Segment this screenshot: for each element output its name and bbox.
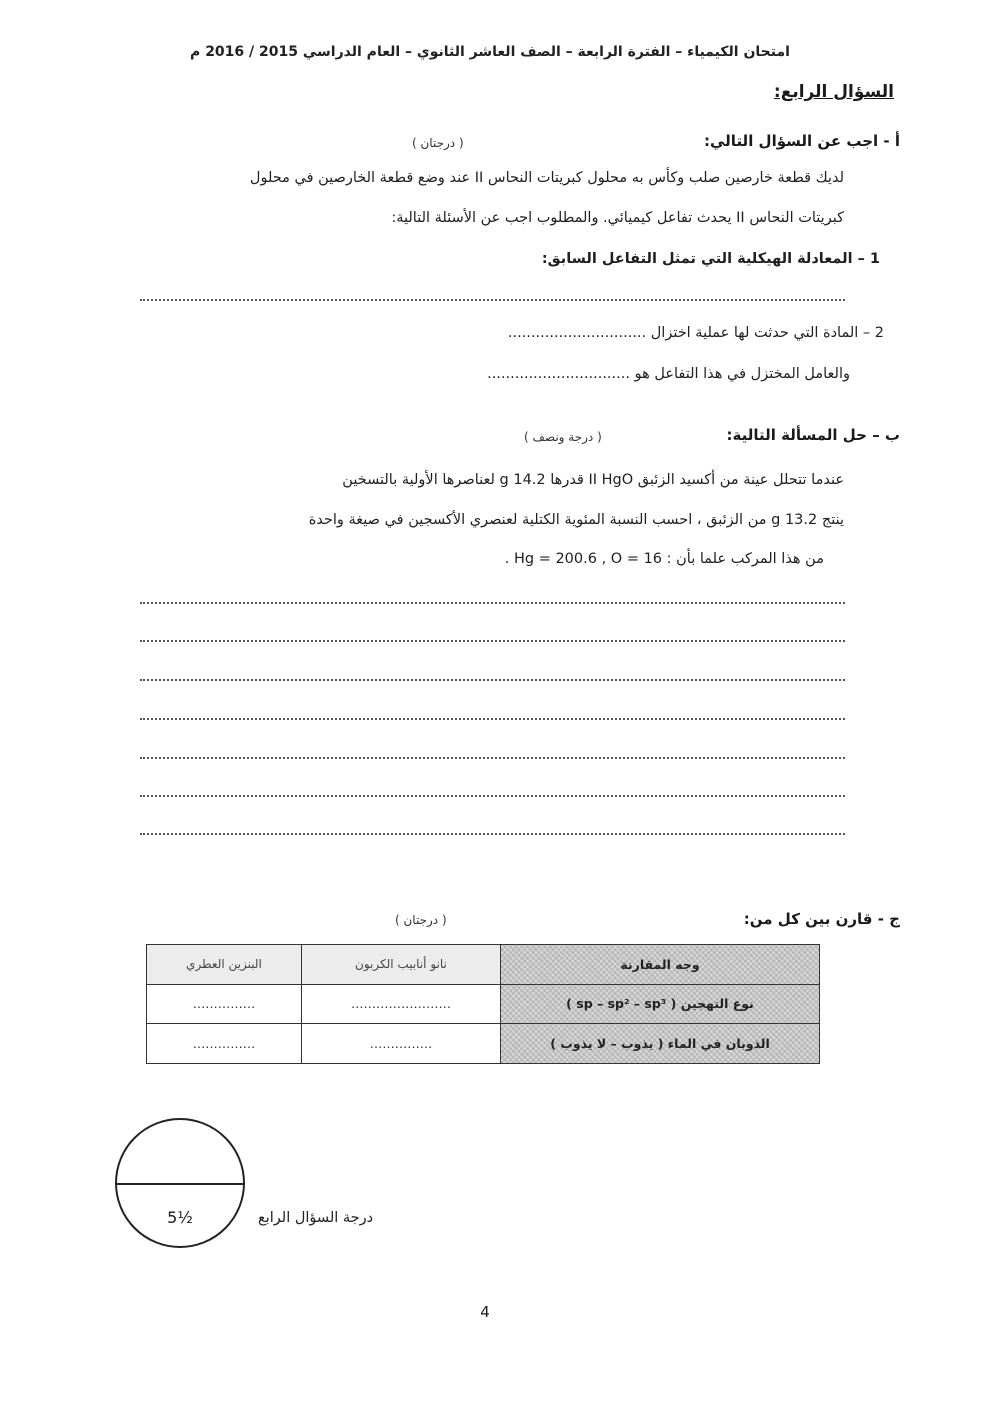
part-c-label: ج - قارن بين كل من: bbox=[743, 910, 900, 928]
answer-cell[interactable]: …………………… bbox=[301, 984, 500, 1024]
score-divider bbox=[117, 1183, 243, 1185]
answer-line-b5[interactable] bbox=[140, 757, 845, 759]
answer-line-a1[interactable] bbox=[140, 299, 845, 301]
part-a-question-2: 2 – المادة التي حدثت لها عملية اختزال .............................. bbox=[507, 325, 884, 341]
answer-cell[interactable]: …………… bbox=[147, 984, 302, 1024]
answer-cell[interactable]: …………… bbox=[147, 1024, 302, 1064]
part-b-line-2: ينتج 13.2 g من الزئبق ، احسب النسبة المئوية الكتلية لعنصري الأكسجين في صيغة واحدة bbox=[308, 512, 844, 528]
part-c-marks: ( درجتان ) bbox=[395, 913, 447, 927]
table-header-row bbox=[147, 945, 820, 985]
part-b-label: ب – حل المسألة التالية: bbox=[726, 426, 900, 444]
answer-line-b2[interactable] bbox=[140, 640, 845, 642]
part-b-marks: ( درجة ونصف ) bbox=[524, 430, 602, 444]
score-value: 5½ bbox=[167, 1208, 193, 1227]
table-row bbox=[147, 1024, 820, 1064]
answer-cell[interactable]: …………… bbox=[301, 1024, 500, 1064]
table-header-cell: نانو أنابيب الكربون bbox=[301, 945, 500, 985]
table-header-cell: البنزين العطري bbox=[147, 945, 302, 985]
score-label: درجة السؤال الرابع bbox=[258, 1210, 374, 1226]
page-number: 4 bbox=[480, 1303, 490, 1321]
part-a-line-1: لديك قطعة خارصين صلب وكأس به محلول كبريتات النحاس II عند وضع قطعة الخارصين في محلول bbox=[249, 170, 844, 186]
score-circle bbox=[115, 1118, 245, 1248]
answer-line-b3[interactable] bbox=[140, 679, 845, 681]
part-a-label: أ - اجب عن السؤال التالي: bbox=[704, 132, 900, 150]
part-a-question-3: والعامل المختزل في هذا التفاعل هو ............................... bbox=[487, 366, 850, 382]
part-a-marks: ( درجتان ) bbox=[412, 136, 464, 150]
answer-line-b6[interactable] bbox=[140, 795, 845, 797]
question-title: السؤال الرابع: bbox=[773, 82, 894, 102]
comparison-table bbox=[146, 944, 820, 1064]
part-b-line-3: من هذا المركب علما بأن : Hg = 200.6 , O = 16 . bbox=[504, 551, 824, 567]
answer-line-b7[interactable] bbox=[140, 833, 845, 835]
exam-header: امتحان الكيمياء – الفترة الرابعة – الصف العاشر الثانوي – العام الدراسي 2015 / 2016 م bbox=[190, 44, 790, 60]
table-row-label: الذوبان في الماء ( يذوب – لا يذوب ) bbox=[501, 1024, 820, 1064]
answer-line-b4[interactable] bbox=[140, 718, 845, 720]
table-header-cell: وجه المقارنة bbox=[501, 945, 820, 985]
part-b-line-1: عندما تتحلل عينة من أكسيد الزئبق II HgO قدرها 14.2 g لعناصرها الأولية بالتسخين bbox=[342, 472, 844, 488]
part-a-line-2: كبريتات النحاس II يحدث تفاعل كيميائي. والمطلوب اجب عن الأسئلة التالية: bbox=[391, 210, 844, 226]
table-row-label: نوع التهجين ( sp – sp² – sp³ ) bbox=[501, 984, 820, 1024]
part-a-question-1: 1 – المعادلة الهيكلية التي تمثل التفاعل السابق: bbox=[541, 251, 880, 267]
table-row bbox=[147, 984, 820, 1024]
answer-line-b1[interactable] bbox=[140, 602, 845, 604]
